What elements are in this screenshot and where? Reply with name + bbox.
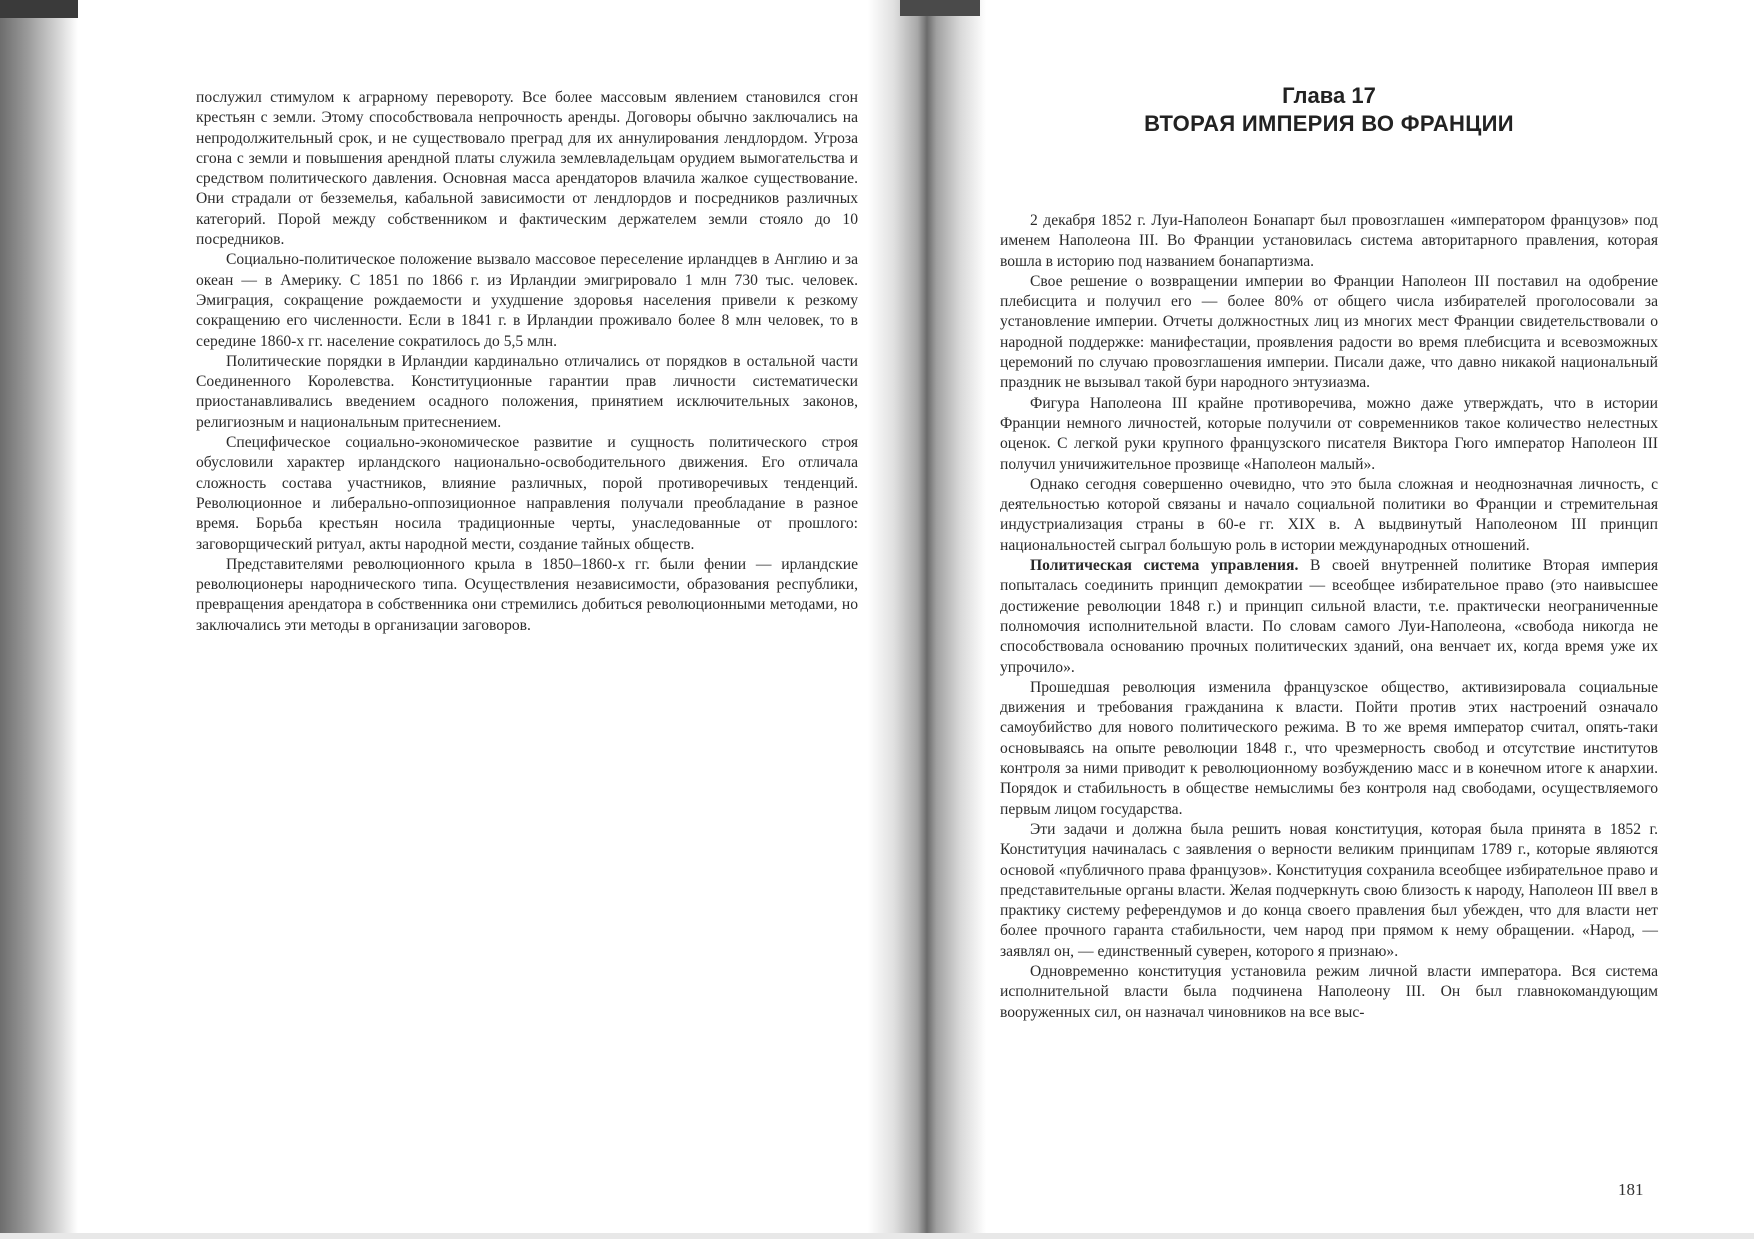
- gutter-top-shadow: [900, 0, 980, 16]
- section-run-in-heading: Политическая система управления.: [1030, 557, 1299, 575]
- paragraph-text: В своей внутренней политике Вторая империя попыталась соединить принцип демократии — всеобщее избирательное право (это наивысшее достижение революции 1848 г.) и принцип сильной власти, т.е. практически неограниченные полномочия исполнительной власти. По словам самого Луи-Наполеона, «свобода никогда не способствовала основанию прочных политических зданий, она венчает их, когда время уже их упрочило».: [1000, 557, 1658, 676]
- book-gutter-shadow: [868, 0, 986, 1239]
- page-number: 181: [1618, 1180, 1644, 1199]
- paragraph: Однако сегодня совершенно очевидно, что это была сложная и неоднозначная личность, с деятельностью которой связаны и начало социальной политики во Франции и стремительная индустриализация страны в 60-е гг. XIX в. А выдвинутый Наполеоном III принцип национальностей сыграл большую роль в истории международных отношений.: [1000, 475, 1658, 554]
- paragraph: Прошедшая революция изменила французское общество, активизировала социальные движения и требования гражданина к власти. Пойти против этих настроений означало самоубийство для нового политического режима. В то же время император считал, опять-таки основываясь на опыте революции 1848 г., что чрезмерность свобод и отсутствие институтов контроля за ними приводит к революционному возбуждению масс и в конечном итоге к анархии. Порядок и стабильность в обществе немыслимы без контроля над свободами, осуществляемого первым лицом государства.: [1000, 678, 1658, 818]
- left-page: [196, 88, 858, 636]
- chapter-heading: [1000, 82, 1658, 138]
- paragraph: Представителями революционного крыла в 1850–1860-х гг. были фении — ирландские революционеры народнического типа. Осуществления независимости, образования республики, превращения арендатора в собственника они стремились добиться революционными методами, но заключались эти методы в организации заговоров.: [196, 555, 858, 634]
- left-top-shadow: [0, 0, 78, 18]
- chapter-number: Глава 17: [1282, 83, 1376, 108]
- paragraph: послужил стимулом к аграрному перевороту. Все более массовым явлением становился сгон крестьян с земли. Этому способствовала непрочность аренды. Договоры обычно заключались на непродолжительный срок, и не существовало преград для их аннулирования лендлордом. Угроза сгона с земли и повышения арендной платы служила землевладельцам орудием вымогательства и средством политического давления. Основная масса арендаторов влачила жалкое существование. Они страдали от безземелья, кабальной зависимости от лендлордов и посредников различных категорий. Порой между собственником и фактическим держателем земли стояло до 10 посредников.: [196, 89, 858, 249]
- paragraph: Специфическое социально-экономическое развитие и сущность политического строя обусловили характер ирландского национально-освободительного движения. Его отличала сложность состава участников, влияние различных, порой противоречивых тенденций. Революционное и либерально-оппозиционное направления получали преобладание в разное время. Борьба крестьян носила традиционные черты, унаследованные от прошлого: заговорщический ритуал, акты народной мести, создание тайных обществ.: [196, 434, 858, 553]
- right-page: [1000, 211, 1658, 1023]
- bottom-edge: [0, 1233, 1754, 1239]
- paragraph: 2 декабря 1852 г. Луи-Наполеон Бонапарт был провозглашен «императором французов» под именем Наполеона III. Во Франции установилась система авторитарного правления, которая вошла в историю под названием бонапартизма.: [1000, 212, 1658, 270]
- paragraph-with-heading: [1000, 556, 1658, 678]
- paragraph: Социально-политическое положение вызвало массовое переселение ирландцев в Англию и за океан — в Америку. С 1851 по 1866 г. из Ирландии эмигрировало 1 млн 730 тыс. человек. Эмиграция, сокращение рождаемости и ухудшение здоровья населения привели к резкому сокращению его численности. Если в 1841 г. в Ирландии проживало более 8 млн человек, то в середине 1860-х гг. население сократилось до 5,5 млн.: [196, 251, 858, 350]
- chapter-title: ВТОРАЯ ИМПЕРИЯ ВО ФРАНЦИИ: [1144, 111, 1514, 136]
- paragraph: Фигура Наполеона III крайне противоречива, можно даже утверждать, что в истории Франции немного личностей, которые получили от современников такое количество нелестных оценок. С легкой руки крупного французского писателя Виктора Гюго император Наполеон III получил уничижительное прозвище «Наполеон малый».: [1000, 394, 1658, 473]
- paragraph: Политические порядки в Ирландии кардинально отличались от порядков в остальной части Соединенного Королевства. Конституционные гарантии прав личности систематически приостанавливались введением осадного положения, принятием исключительных законов, религиозным и национальным притеснением.: [196, 352, 858, 431]
- left-scan-shadow: [0, 0, 78, 1239]
- paragraph: Одновременно конституция установила режим личной власти императора. Вся система исполнительной власти была подчинена Наполеону III. Он был главнокомандующим вооруженных сил, он назначал чиновников на все выс-: [1000, 962, 1658, 1021]
- paragraph: Свое решение о возвращении империи во Франции Наполеон III поставил на одобрение плебисцита и получил его — более 80% от общего числа избирателей проголосовали за установление империи. Отчеты должностных лиц из многих мест Франции свидетельствовали о народной поддержке: манифестации, проявления радости во время плебисцита и всевозможных церемоний по случаю провозглашения империи. Писали даже, что давно никакой национальный праздник не вызывал такой бури народного энтузиазма.: [1000, 272, 1658, 392]
- paragraph: Эти задачи и должна была решить новая конституция, которая была принята в 1852 г. Конституция начиналась с заявления о верности великим принципам 1789 г., которые являются основой «публичного права французов». Конституция сохранила всеобщее избирательное право и представительные органы власти. Желая подчеркнуть свою близость к народу, Наполеон III ввел в практику систему референдумов и до конца своего правления был убежден, что для власти нет более прочного гаранта стабильности, чем народ при прямом к нему обращении. «Народ, — заявлял он, — единственный суверен, которого я признаю».: [1000, 820, 1658, 960]
